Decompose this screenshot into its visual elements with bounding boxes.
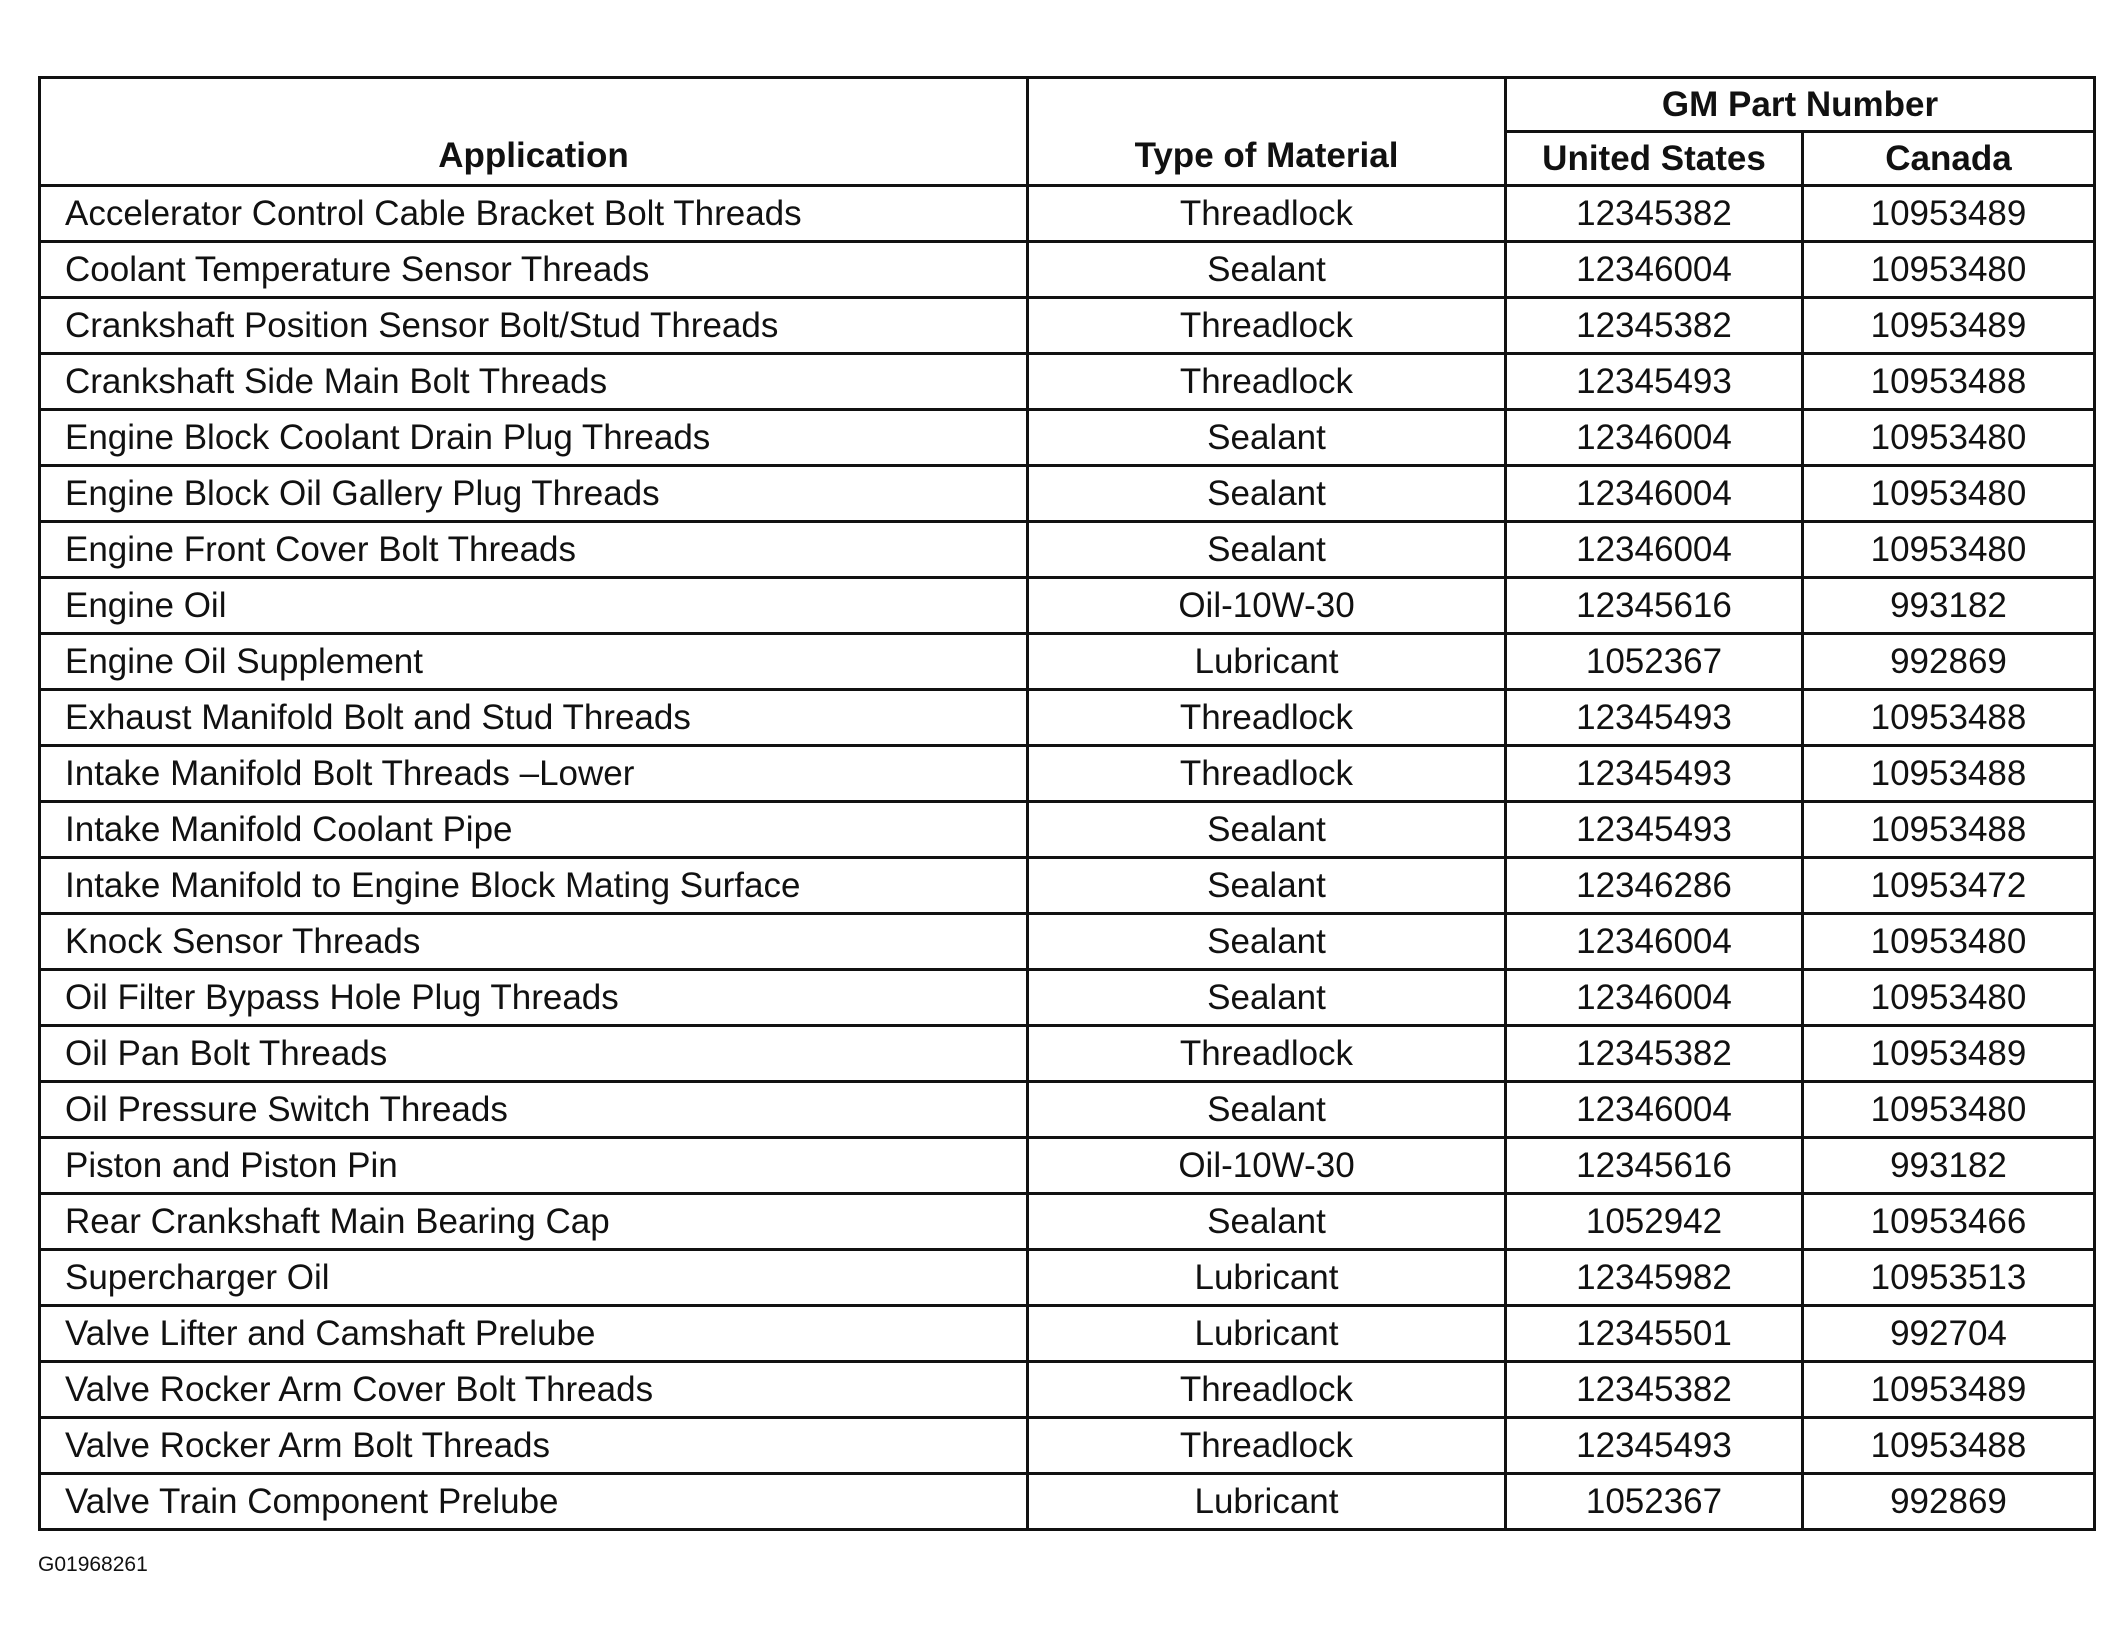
cell-material: Lubricant xyxy=(1028,1250,1506,1306)
cell-us-part-number: 12345493 xyxy=(1506,802,1803,858)
cell-application: Engine Block Oil Gallery Plug Threads xyxy=(40,466,1028,522)
table-body xyxy=(40,186,2095,1530)
cell-application: Engine Oil Supplement xyxy=(40,634,1028,690)
cell-material: Sealant xyxy=(1028,1194,1506,1250)
cell-material: Threadlock xyxy=(1028,186,1506,242)
cell-us-part-number: 12345616 xyxy=(1506,1138,1803,1194)
table-header xyxy=(40,78,2095,186)
table-row xyxy=(40,1362,2095,1418)
cell-canada-part-number: 10953488 xyxy=(1803,746,2095,802)
cell-us-part-number: 1052367 xyxy=(1506,1474,1803,1530)
cell-material: Threadlock xyxy=(1028,1418,1506,1474)
cell-us-part-number: 12346004 xyxy=(1506,410,1803,466)
header-canada: Canada xyxy=(1803,132,2095,186)
cell-us-part-number: 12345616 xyxy=(1506,578,1803,634)
cell-us-part-number: 12346004 xyxy=(1506,1082,1803,1138)
table-row xyxy=(40,746,2095,802)
table-row xyxy=(40,522,2095,578)
table-row xyxy=(40,578,2095,634)
cell-application: Valve Rocker Arm Bolt Threads xyxy=(40,1418,1028,1474)
cell-us-part-number: 12345982 xyxy=(1506,1250,1803,1306)
cell-application: Valve Train Component Prelube xyxy=(40,1474,1028,1530)
cell-canada-part-number: 10953480 xyxy=(1803,466,2095,522)
table-row xyxy=(40,1026,2095,1082)
cell-application: Crankshaft Position Sensor Bolt/Stud Threads xyxy=(40,298,1028,354)
parts-table xyxy=(38,76,2096,1531)
cell-canada-part-number: 10953480 xyxy=(1803,970,2095,1026)
cell-canada-part-number: 10953488 xyxy=(1803,690,2095,746)
table-row xyxy=(40,1194,2095,1250)
cell-application: Engine Block Coolant Drain Plug Threads xyxy=(40,410,1028,466)
cell-us-part-number: 1052942 xyxy=(1506,1194,1803,1250)
cell-material: Oil-10W-30 xyxy=(1028,578,1506,634)
cell-application: Crankshaft Side Main Bolt Threads xyxy=(40,354,1028,410)
cell-application: Oil Pan Bolt Threads xyxy=(40,1026,1028,1082)
cell-us-part-number: 12346004 xyxy=(1506,466,1803,522)
cell-canada-part-number: 992869 xyxy=(1803,1474,2095,1530)
cell-material: Threadlock xyxy=(1028,354,1506,410)
cell-canada-part-number: 10953513 xyxy=(1803,1250,2095,1306)
table-row xyxy=(40,634,2095,690)
cell-canada-part-number: 10953480 xyxy=(1803,242,2095,298)
table-row xyxy=(40,1306,2095,1362)
table-row xyxy=(40,186,2095,242)
cell-material: Sealant xyxy=(1028,914,1506,970)
cell-canada-part-number: 10953466 xyxy=(1803,1194,2095,1250)
cell-application: Rear Crankshaft Main Bearing Cap xyxy=(40,1194,1028,1250)
cell-us-part-number: 12345493 xyxy=(1506,1418,1803,1474)
cell-canada-part-number: 993182 xyxy=(1803,578,2095,634)
header-united-states: United States xyxy=(1506,132,1803,186)
header-material: Type of Material xyxy=(1028,78,1506,186)
cell-canada-part-number: 993182 xyxy=(1803,1138,2095,1194)
cell-application: Intake Manifold Coolant Pipe xyxy=(40,802,1028,858)
cell-application: Knock Sensor Threads xyxy=(40,914,1028,970)
table-row xyxy=(40,410,2095,466)
table-row xyxy=(40,298,2095,354)
cell-us-part-number: 12345493 xyxy=(1506,690,1803,746)
cell-canada-part-number: 10953472 xyxy=(1803,858,2095,914)
cell-canada-part-number: 10953488 xyxy=(1803,802,2095,858)
cell-material: Sealant xyxy=(1028,242,1506,298)
cell-material: Threadlock xyxy=(1028,1362,1506,1418)
cell-canada-part-number: 10953480 xyxy=(1803,410,2095,466)
cell-canada-part-number: 10953480 xyxy=(1803,1082,2095,1138)
cell-application: Accelerator Control Cable Bracket Bolt Threads xyxy=(40,186,1028,242)
cell-us-part-number: 12345493 xyxy=(1506,746,1803,802)
cell-material: Sealant xyxy=(1028,410,1506,466)
table-row xyxy=(40,242,2095,298)
cell-material: Lubricant xyxy=(1028,634,1506,690)
cell-application: Valve Rocker Arm Cover Bolt Threads xyxy=(40,1362,1028,1418)
cell-canada-part-number: 10953489 xyxy=(1803,298,2095,354)
cell-material: Sealant xyxy=(1028,466,1506,522)
cell-canada-part-number: 10953480 xyxy=(1803,522,2095,578)
cell-material: Sealant xyxy=(1028,522,1506,578)
cell-application: Oil Pressure Switch Threads xyxy=(40,1082,1028,1138)
cell-application: Engine Front Cover Bolt Threads xyxy=(40,522,1028,578)
cell-material: Lubricant xyxy=(1028,1474,1506,1530)
cell-application: Exhaust Manifold Bolt and Stud Threads xyxy=(40,690,1028,746)
header-row-top xyxy=(40,78,2095,132)
figure-id: G01968261 xyxy=(38,1553,148,1576)
cell-application: Valve Lifter and Camshaft Prelube xyxy=(40,1306,1028,1362)
cell-us-part-number: 12345493 xyxy=(1506,354,1803,410)
cell-canada-part-number: 10953489 xyxy=(1803,1026,2095,1082)
cell-us-part-number: 12346004 xyxy=(1506,242,1803,298)
table-row xyxy=(40,690,2095,746)
table-row xyxy=(40,354,2095,410)
cell-material: Sealant xyxy=(1028,970,1506,1026)
cell-canada-part-number: 992704 xyxy=(1803,1306,2095,1362)
header-gm-part-number: GM Part Number xyxy=(1506,78,2095,132)
table-row xyxy=(40,914,2095,970)
cell-us-part-number: 12345382 xyxy=(1506,1026,1803,1082)
cell-material: Sealant xyxy=(1028,1082,1506,1138)
cell-material: Threadlock xyxy=(1028,298,1506,354)
cell-application: Intake Manifold Bolt Threads –Lower xyxy=(40,746,1028,802)
cell-material: Threadlock xyxy=(1028,746,1506,802)
cell-us-part-number: 12346004 xyxy=(1506,522,1803,578)
table-row xyxy=(40,1082,2095,1138)
table-row xyxy=(40,858,2095,914)
cell-us-part-number: 12345382 xyxy=(1506,298,1803,354)
table-row xyxy=(40,1418,2095,1474)
cell-application: Piston and Piston Pin xyxy=(40,1138,1028,1194)
cell-us-part-number: 12346004 xyxy=(1506,914,1803,970)
cell-us-part-number: 12345501 xyxy=(1506,1306,1803,1362)
table-row xyxy=(40,970,2095,1026)
cell-canada-part-number: 992869 xyxy=(1803,634,2095,690)
table-row xyxy=(40,1474,2095,1530)
cell-application: Oil Filter Bypass Hole Plug Threads xyxy=(40,970,1028,1026)
cell-material: Lubricant xyxy=(1028,1306,1506,1362)
cell-canada-part-number: 10953488 xyxy=(1803,1418,2095,1474)
cell-us-part-number: 12346286 xyxy=(1506,858,1803,914)
cell-material: Threadlock xyxy=(1028,690,1506,746)
cell-application: Supercharger Oil xyxy=(40,1250,1028,1306)
cell-us-part-number: 1052367 xyxy=(1506,634,1803,690)
table-row xyxy=(40,466,2095,522)
table-row xyxy=(40,802,2095,858)
cell-canada-part-number: 10953489 xyxy=(1803,1362,2095,1418)
cell-us-part-number: 12345382 xyxy=(1506,186,1803,242)
cell-application: Coolant Temperature Sensor Threads xyxy=(40,242,1028,298)
header-application: Application xyxy=(40,78,1028,186)
cell-material: Sealant xyxy=(1028,802,1506,858)
cell-canada-part-number: 10953489 xyxy=(1803,186,2095,242)
cell-application: Engine Oil xyxy=(40,578,1028,634)
cell-canada-part-number: 10953480 xyxy=(1803,914,2095,970)
table-row xyxy=(40,1250,2095,1306)
cell-material: Oil-10W-30 xyxy=(1028,1138,1506,1194)
cell-material: Sealant xyxy=(1028,858,1506,914)
cell-canada-part-number: 10953488 xyxy=(1803,354,2095,410)
cell-us-part-number: 12345382 xyxy=(1506,1362,1803,1418)
cell-application: Intake Manifold to Engine Block Mating Surface xyxy=(40,858,1028,914)
cell-material: Threadlock xyxy=(1028,1026,1506,1082)
table-row xyxy=(40,1138,2095,1194)
cell-us-part-number: 12346004 xyxy=(1506,970,1803,1026)
